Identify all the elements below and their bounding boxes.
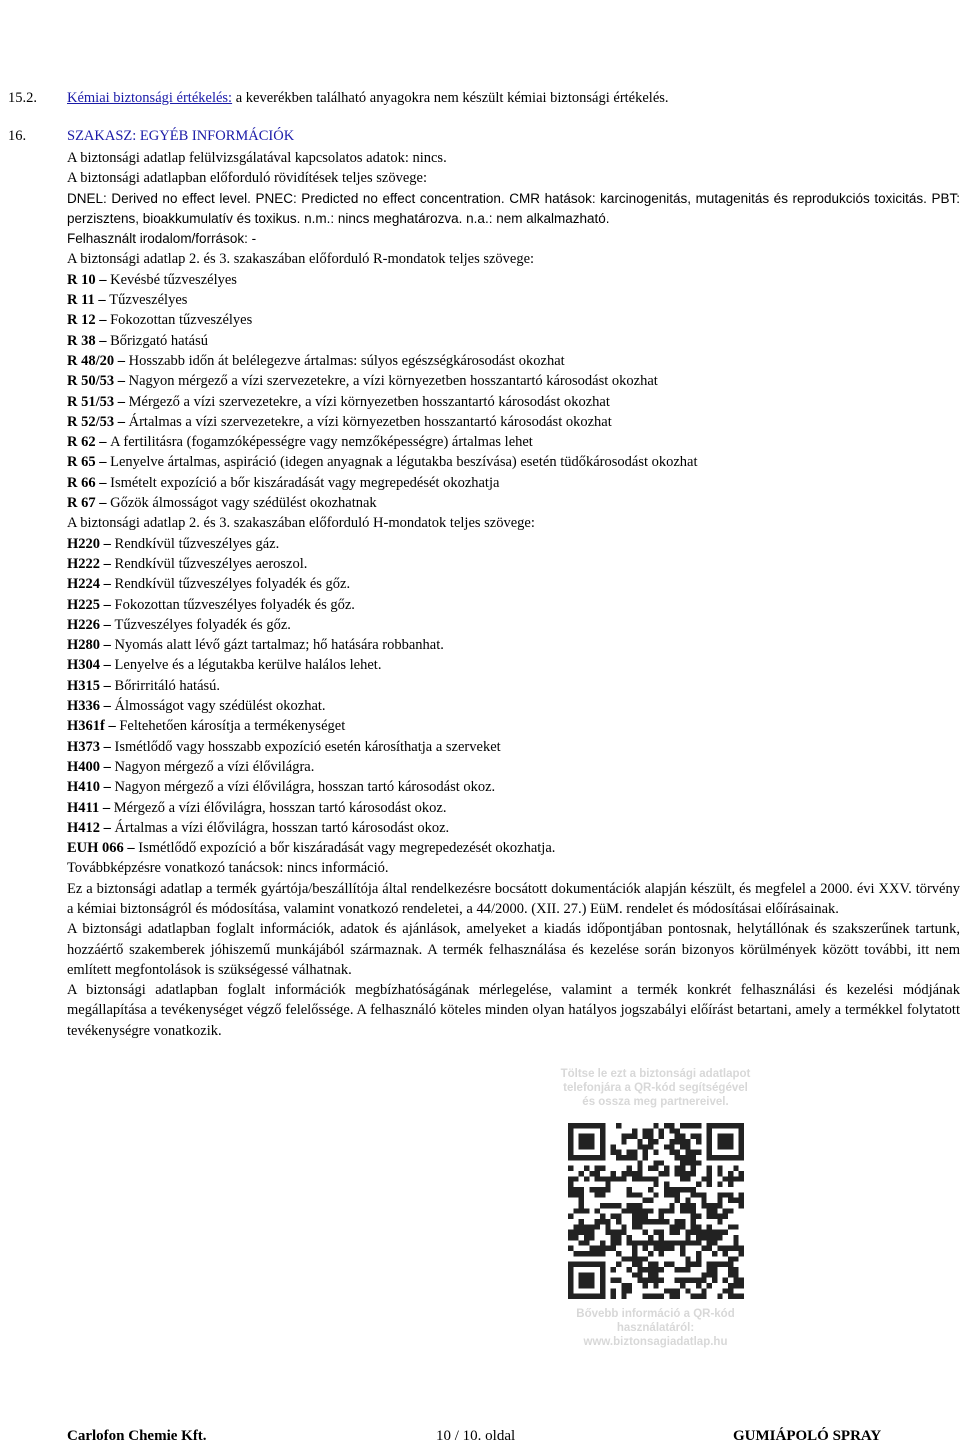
- version: Verziószám: 1: [8, 42, 94, 58]
- h-phrase-code: EUH 066: [67, 840, 124, 857]
- h-phrase: H361f – Feltehetően károsítja a termékenységet: [67, 718, 346, 735]
- h-phrase-text: Fokozottan tűzveszélyes folyadék és gőz.: [114, 596, 355, 613]
- r-phrase: R 38 – Bőrizgató hatású: [67, 332, 208, 349]
- r-phrase-code: R 12: [67, 312, 96, 329]
- h-phrase: H222 – Rendkívül tűzveszélyes aeroszol.: [67, 555, 308, 572]
- r-phrase-text: Nagyon mérgező a vízi szervezetekre, a vízi környezetben hosszantartó károsodást okozhat: [128, 373, 658, 390]
- r-phrase-text: Tűzveszélyes: [109, 292, 188, 309]
- h-phrase-code: H224: [67, 576, 101, 593]
- r-phrase-code: R 48/20: [67, 352, 115, 369]
- h-phrase-text: Nagyon mérgező a vízi élővilágra, hosszan tartó károsodást okoz.: [114, 779, 496, 796]
- r-phrase-code: R 38: [67, 332, 96, 349]
- r-phrase-text: A fertilitásra (fogamzóképességre vagy nemzőképességre) ártalmas lehet: [110, 434, 533, 451]
- h-phrase-code: H412: [67, 819, 101, 836]
- qr-bottom-text-1: Bővebb információ a QR-kód: [576, 1308, 735, 1320]
- h-phrase: EUH 066 – Ismétlődő expozíció a bőr kiszáradását vagy megrepedezését okozhatja.: [67, 840, 556, 857]
- section-title: SZAKASZ: EGYÉB INFORMÁCIÓK: [67, 128, 295, 144]
- r-phrase-text: Kevésbé tűzveszélyes: [110, 271, 237, 288]
- r-intro: A biztonsági adatlap 2. és 3. szakaszában előforduló R-mondatok teljes szövege:: [67, 251, 535, 268]
- r-phrase-text: Hosszabb időn át belélegezve ártalmas: súlyos egészségkárosodást okozhat: [128, 352, 565, 369]
- h-phrase-text: Rendkívül tűzveszélyes aeroszol.: [114, 555, 308, 572]
- qr-code-image[interactable]: [568, 1123, 744, 1299]
- training-info: Továbbképzésre vonatkozó tanácsok: nincs információ.: [67, 860, 389, 877]
- section-text: a keverékben található anyagokra nem készült kémiai biztonsági értékelés.: [235, 90, 669, 106]
- r-phrase-text: Fokozottan tűzveszélyes: [110, 312, 253, 329]
- h-phrase-code: H280: [67, 637, 101, 654]
- r-phrase: R 66 – Ismételt expozíció a bőr kiszáradását vagy megrepedését okozhatja: [67, 474, 500, 491]
- h-phrase-code: H400: [67, 758, 101, 775]
- h-phrase-code: H304: [67, 657, 101, 674]
- h-phrase-code: H336: [67, 698, 101, 715]
- section-title: Kémiai biztonsági értékelés:: [67, 90, 233, 106]
- prep-date: Elkészítés időpontja: 2013. június 5.: [8, 2, 227, 18]
- h-phrase: H304 – Lenyelve és a légutakba kerülve halálos lehet.: [67, 657, 382, 674]
- h-phrase-text: Lenyelve és a légutakba kerülve halálos lehet.: [114, 657, 382, 674]
- h-phrase-text: Nagyon mérgező a vízi élővilágra.: [114, 758, 315, 775]
- h-phrase-text: Rendkívül tűzveszélyes folyadék és gőz.: [114, 576, 351, 593]
- paragraph-disclaimer: A biztonsági adatlapban foglalt információk, adatok és ajánlások, amelyeket a kiadás időpontjában pontosnak, helytállónak és szakszerűnek tartunk, hozzáértő szakemberek jóhiszemű munkájából származnak. A termék felhasználása és kezelése során bizonyos körülmények között további, itt nem említett megfontolások is szükségessé válhatnak.: [67, 921, 960, 978]
- h-phrase-text: Rendkívül tűzveszélyes gáz.: [114, 535, 280, 552]
- r-phrase: R 67 – Gőzök álmosságot vagy szédülést okozhatnak: [67, 495, 377, 512]
- r-phrase: R 48/20 – Hosszabb időn át belélegezve ártalmas: súlyos egészségkárosodást okozhat: [67, 352, 565, 369]
- r-phrase-list: [67, 270, 960, 514]
- r-phrase: R 51/53 – Mérgező a vízi szervezetekre, a vízi környezetben hosszantartó károsodást okozhat: [67, 393, 610, 410]
- h-phrase-text: Ismétlődő vagy hosszabb expozíció esetén károsíthatja a szerveket: [114, 738, 501, 755]
- h-phrase: H336 – Álmosságot vagy szédülést okozhat.: [67, 698, 326, 715]
- review-date: Felülvizsgálat időpontja: -: [8, 22, 166, 38]
- r-phrase: R 52/53 – Ártalmas a vízi szervezetekre, a vízi környezetben hosszantartó károsodást okozhat: [67, 413, 612, 430]
- h-phrase-code: H361f: [67, 718, 105, 735]
- r-phrase: R 50/53 – Nagyon mérgező a vízi szervezetekre, a vízi környezetben hosszantartó károsodást okozhat: [67, 373, 658, 390]
- document-header: [8, 0, 226, 60]
- paragraph-responsibility: A biztonsági adatlapban foglalt információk megbízhatóságának mérlegelése, valamint a termék konkrét felhasználási és kezelési módjának megállapítása a tevékenységet végző felelőssége. A felhasználó köteles minden olyan hatályos jogszabályi előírást betartani, amely a termékkel folytatott tevékenységre vonatkozik.: [67, 982, 960, 1039]
- r-phrase-code: R 50/53: [67, 373, 115, 390]
- paragraph-legal: Ez a biztonsági adatlap a termék gyártója/beszállítója által rendelkezésre bocsátott dokumentációk alapján készült, és megfelel a 2000. évi XXV. törvény a kémiai biztonságról és módosítása, valamint vonatkozó rendeletei, a 44/2000. (XII. 27.) EüM. rendelet és módosításai előírásainak.: [67, 880, 960, 917]
- h-phrase-code: H373: [67, 738, 101, 755]
- qr-top-text-3: és ossza meg partnereivel.: [582, 1096, 729, 1108]
- h-phrase-code: H226: [67, 616, 101, 633]
- h-phrase-code: H222: [67, 555, 101, 572]
- r-phrase-text: Ismételt expozíció a bőr kiszáradását vagy megrepedését okozhatja: [110, 474, 500, 491]
- r-phrase-text: Bőrizgató hatású: [110, 332, 208, 349]
- qr-bottom-text-3[interactable]: www.biztonsagiadatlap.hu: [583, 1336, 728, 1348]
- r-phrase-code: R 65: [67, 454, 96, 471]
- r-phrase: R 12 – Fokozottan tűzveszélyes: [67, 312, 253, 329]
- h-phrase: H400 – Nagyon mérgező a vízi élővilágra.: [67, 758, 315, 775]
- qr-top-text-1: Töltse le ezt a biztonsági adatlapot: [560, 1068, 751, 1080]
- h-phrase-code: H411: [67, 799, 100, 816]
- r-phrase-text: Gőzök álmosságot vagy szédülést okozhatnak: [110, 495, 377, 512]
- header-url[interactable]: http://www.biztonsagiadatlap.hu: [755, 20, 950, 36]
- h-phrase: H226 – Tűzveszélyes folyadék és gőz.: [67, 616, 291, 633]
- r-phrase-text: Mérgező a vízi szervezetekre, a vízi környezetben hosszantartó károsodást okozhat: [128, 393, 610, 410]
- r-phrase-code: R 10: [67, 271, 96, 288]
- section-number: 15.2.: [8, 90, 37, 106]
- r-phrase-code: R 62: [67, 434, 96, 451]
- qr-panel: [533, 1063, 778, 1375]
- r-phrase: R 10 – Kevésbé tűzveszélyes: [67, 271, 237, 288]
- h-phrase-text: Ismétlődő expozíció a bőr kiszáradását vagy megrepedezését okozhatja.: [138, 840, 556, 857]
- literature: Felhasznált irodalom/források: -: [67, 231, 257, 247]
- h-phrase-text: Feltehetően károsítja a termékenységet: [119, 718, 346, 735]
- h-phrase-text: Mérgező a vízi élővilágra, hosszan tartó károsodást okoz.: [113, 799, 447, 816]
- r-phrase-code: R 51/53: [67, 393, 115, 410]
- review-info: A biztonsági adatlap felülvizsgálatával kapcsolatos adatok: nincs.: [67, 150, 447, 166]
- footer-company: Carlofon Chemie Kft.: [67, 1428, 207, 1444]
- abbrev-text: DNEL: Derived no effect level. PNEC: Predicted no effect concentration. CMR hatások: karcinogenitás, mutagenitás és reprodukciós toxicitás. PBT: perzisztens, bioakkumulatív és toxikus. n.m.: nincs meghatározva. n.a.: nem alkalmazható.: [67, 190, 960, 226]
- r-phrase-code: R 66: [67, 474, 96, 491]
- r-phrase: R 65 – Lenyelve ártalmas, aspiráció (idegen anyagnak a légutakba beszívása) esetén tüdőkárosodást okozhat: [67, 454, 698, 471]
- abbrev-intro: A biztonsági adatlapban előforduló rövidítések teljes szövege:: [67, 170, 427, 187]
- r-phrase-code: R 11: [67, 292, 95, 309]
- h-phrase: H412 – Ártalmas a vízi élővilágra, hosszan tartó károsodást okoz.: [67, 819, 450, 836]
- h-phrase-code: H220: [67, 535, 101, 552]
- h-phrase-code: H410: [67, 779, 101, 796]
- qr-top-text-2: telefonjára a QR-kód segítségével: [563, 1082, 748, 1094]
- r-phrase-text: Lenyelve ártalmas, aspiráció (idegen anyagnak a légutakba beszívása) esetén tüdőkárosodást okozhat: [110, 454, 698, 471]
- h-phrase: H410 – Nagyon mérgező a vízi élővilágra, hosszan tartó károsodást okoz.: [67, 779, 496, 796]
- footer-product: GUMIÁPOLÓ SPRAY: [733, 1428, 882, 1444]
- r-phrase: R 62 – A fertilitásra (fogamzóképességre vagy nemzőképességre) ártalmas lehet: [67, 434, 533, 451]
- h-phrase-text: Álmosságot vagy szédülést okozhat.: [114, 698, 326, 715]
- h-phrase-text: Nyomás alatt lévő gázt tartalmaz; hő hatására robbanhat.: [114, 637, 444, 654]
- h-phrase: H224 – Rendkívül tűzveszélyes folyadék és gőz.: [67, 576, 351, 593]
- h-phrase: H225 – Fokozottan tűzveszélyes folyadék és gőz.: [67, 596, 355, 613]
- qr-bottom-text-2: használatáról:: [616, 1322, 695, 1334]
- h-phrase-text: Bőrirritáló hatású.: [114, 677, 221, 694]
- h-phrase: H373 – Ismétlődő vagy hosszabb expozíció esetén károsíthatja a szerveket: [67, 738, 501, 755]
- r-phrase-text: Ártalmas a vízi szervezetekre, a vízi környezetben hosszantartó károsodást okozhat: [128, 413, 612, 430]
- footer-page: 10 / 10. oldal: [436, 1428, 516, 1444]
- r-phrase-code: R 52/53: [67, 413, 115, 430]
- r-phrase-code: R 67: [67, 495, 96, 512]
- h-phrase-code: H315: [67, 677, 101, 694]
- section-number: 16.: [8, 128, 27, 144]
- h-phrase-text: Tűzveszélyes folyadék és gőz.: [114, 616, 291, 633]
- h-phrase: H280 – Nyomás alatt lévő gázt tartalmaz; hő hatására robbanhat.: [67, 637, 444, 654]
- h-phrase-text: Ártalmas a vízi élővilágra, hosszan tartó károsodást okoz.: [114, 819, 450, 836]
- r-phrase: R 11 – Tűzveszélyes: [67, 292, 188, 309]
- h-phrase: H220 – Rendkívül tűzveszélyes gáz.: [67, 535, 280, 552]
- section-16-body: [67, 148, 960, 1041]
- h-phrase-list: [67, 534, 960, 859]
- h-phrase: H315 – Bőrirritáló hatású.: [67, 677, 221, 694]
- h-intro: A biztonsági adatlap 2. és 3. szakaszában előforduló H-mondatok teljes szövege:: [67, 515, 535, 532]
- h-phrase: H411 – Mérgező a vízi élővilágra, hosszan tartó károsodást okoz.: [67, 799, 447, 816]
- h-phrase-code: H225: [67, 596, 101, 613]
